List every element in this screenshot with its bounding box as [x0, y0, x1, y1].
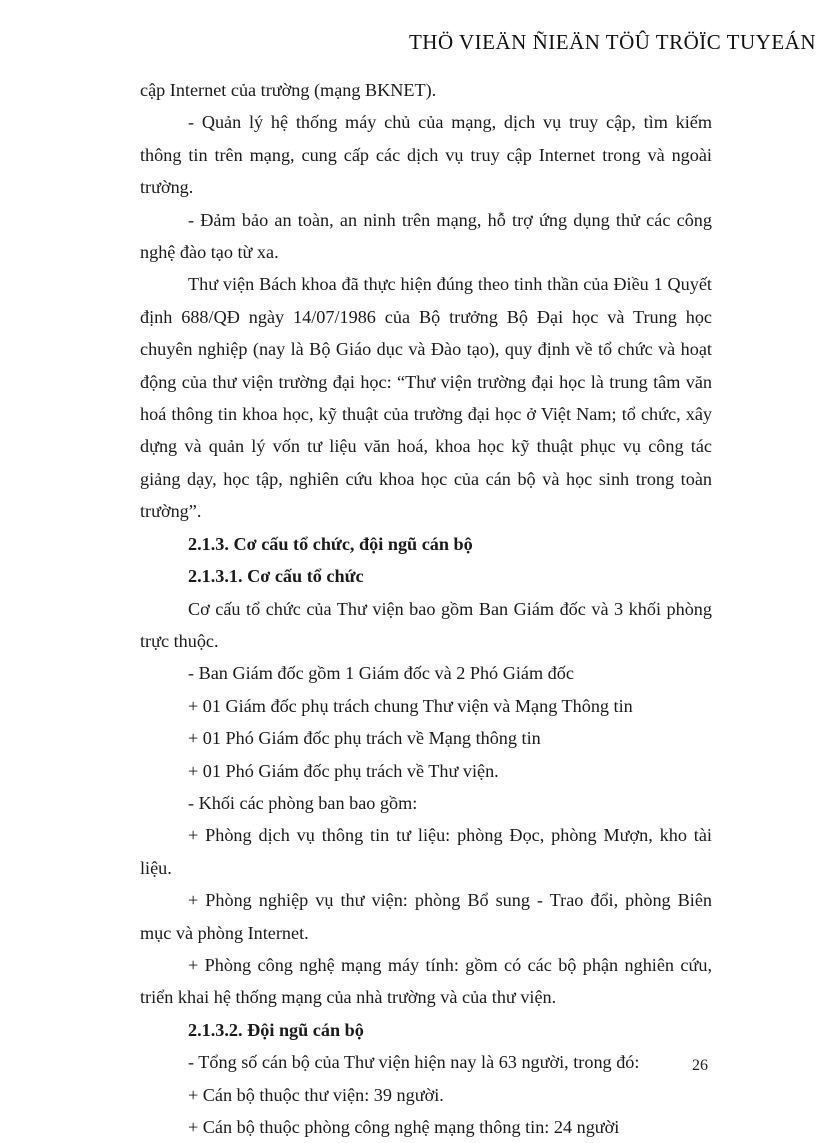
- list-item: - Tổng số cán bộ của Thư viện hiện nay là 63 người, trong đó:: [188, 1052, 640, 1073]
- section-heading: 2.1.3. Cơ cấu tổ chức, đội ngũ cán bộ: [188, 533, 473, 554]
- list-item: + 01 Phó Giám đốc phụ trách về Mạng thông tin: [188, 728, 541, 749]
- paragraph: - Đảm bảo an toàn, an ninh trên mạng, hỗ trợ ứng dụng thử các công nghệ đào tạo từ xa.: [140, 209, 712, 263]
- paragraph: Cơ cấu tổ chức của Thư viện bao gồm Ban Giám đốc và 3 khối phòng trực thuộc.: [140, 598, 712, 651]
- list-item: + Phòng công nghệ mạng máy tính: gồm có các bộ phận nghiên cứu, triển khai hệ thống mạng của nhà trường và của thư viện.: [140, 954, 712, 1008]
- list-item: + Cán bộ thuộc thư viện: 39 người.: [188, 1084, 444, 1105]
- list-item: + 01 Phó Giám đốc phụ trách về Thư viện.: [188, 760, 499, 781]
- list-item: + 01 Giám đốc phụ trách chung Thư viện và Mạng Thông tin: [188, 695, 633, 716]
- subsection-heading: 2.1.3.2. Đội ngũ cán bộ: [188, 1019, 364, 1040]
- list-item: - Ban Giám đốc gồm 1 Giám đốc và 2 Phó Giám đốc: [188, 663, 574, 684]
- list-item: + Cán bộ thuộc phòng công nghệ mạng thông tin: 24 người: [188, 1117, 620, 1137]
- running-header: THÖ VIEÄN ÑIEÄN TÖÛ TRÖÏC TUYEÁN: [408, 30, 816, 54]
- list-item: + Phòng nghiệp vụ thư viện: phòng Bổ sung - Trao đổi, phòng Biên mục và phòng Internet.: [140, 890, 712, 943]
- paragraph: cập Internet của trường (mạng BKNET).: [140, 80, 437, 100]
- subsection-heading: 2.1.3.1. Cơ cấu tổ chức: [188, 566, 364, 587]
- document-body: [140, 74, 712, 1143]
- list-item: + Phòng dịch vụ thông tin tư liệu: phòng Đọc, phòng Mượn, kho tài liệu.: [140, 825, 712, 878]
- paragraph: - Quản lý hệ thống máy chủ của mạng, dịch vụ truy cập, tìm kiếm thông tin trên mạng, cung cấp các dịch vụ truy cập Internet trong và ngoài trường.: [140, 112, 712, 198]
- page-number: 26: [692, 1057, 708, 1074]
- paragraph: Thư viện Bách khoa đã thực hiện đúng theo tinh thần của Điều 1 Quyết định 688/QĐ ngày 14/07/1986 của Bộ trưởng Bộ Đại học và Trung học chuyên nghiệp (nay là Bộ Giáo dục và Đào tạo), quy định về tổ chức và hoạt động của thư viện trường đại học: “Thư viện trường đại học là trung tâm văn hoá thông tin khoa học, kỹ thuật của trường đại học ở Việt Nam; tổ chức, xây dựng và quản lý vốn tư liệu văn hoá, khoa học kỹ thuật phục vụ công tác giảng dạy, học tập, nghiên cứu khoa học của cán bộ và học sinh trong toàn trường”.: [140, 274, 712, 522]
- list-item: - Khối các phòng ban bao gồm:: [188, 792, 418, 813]
